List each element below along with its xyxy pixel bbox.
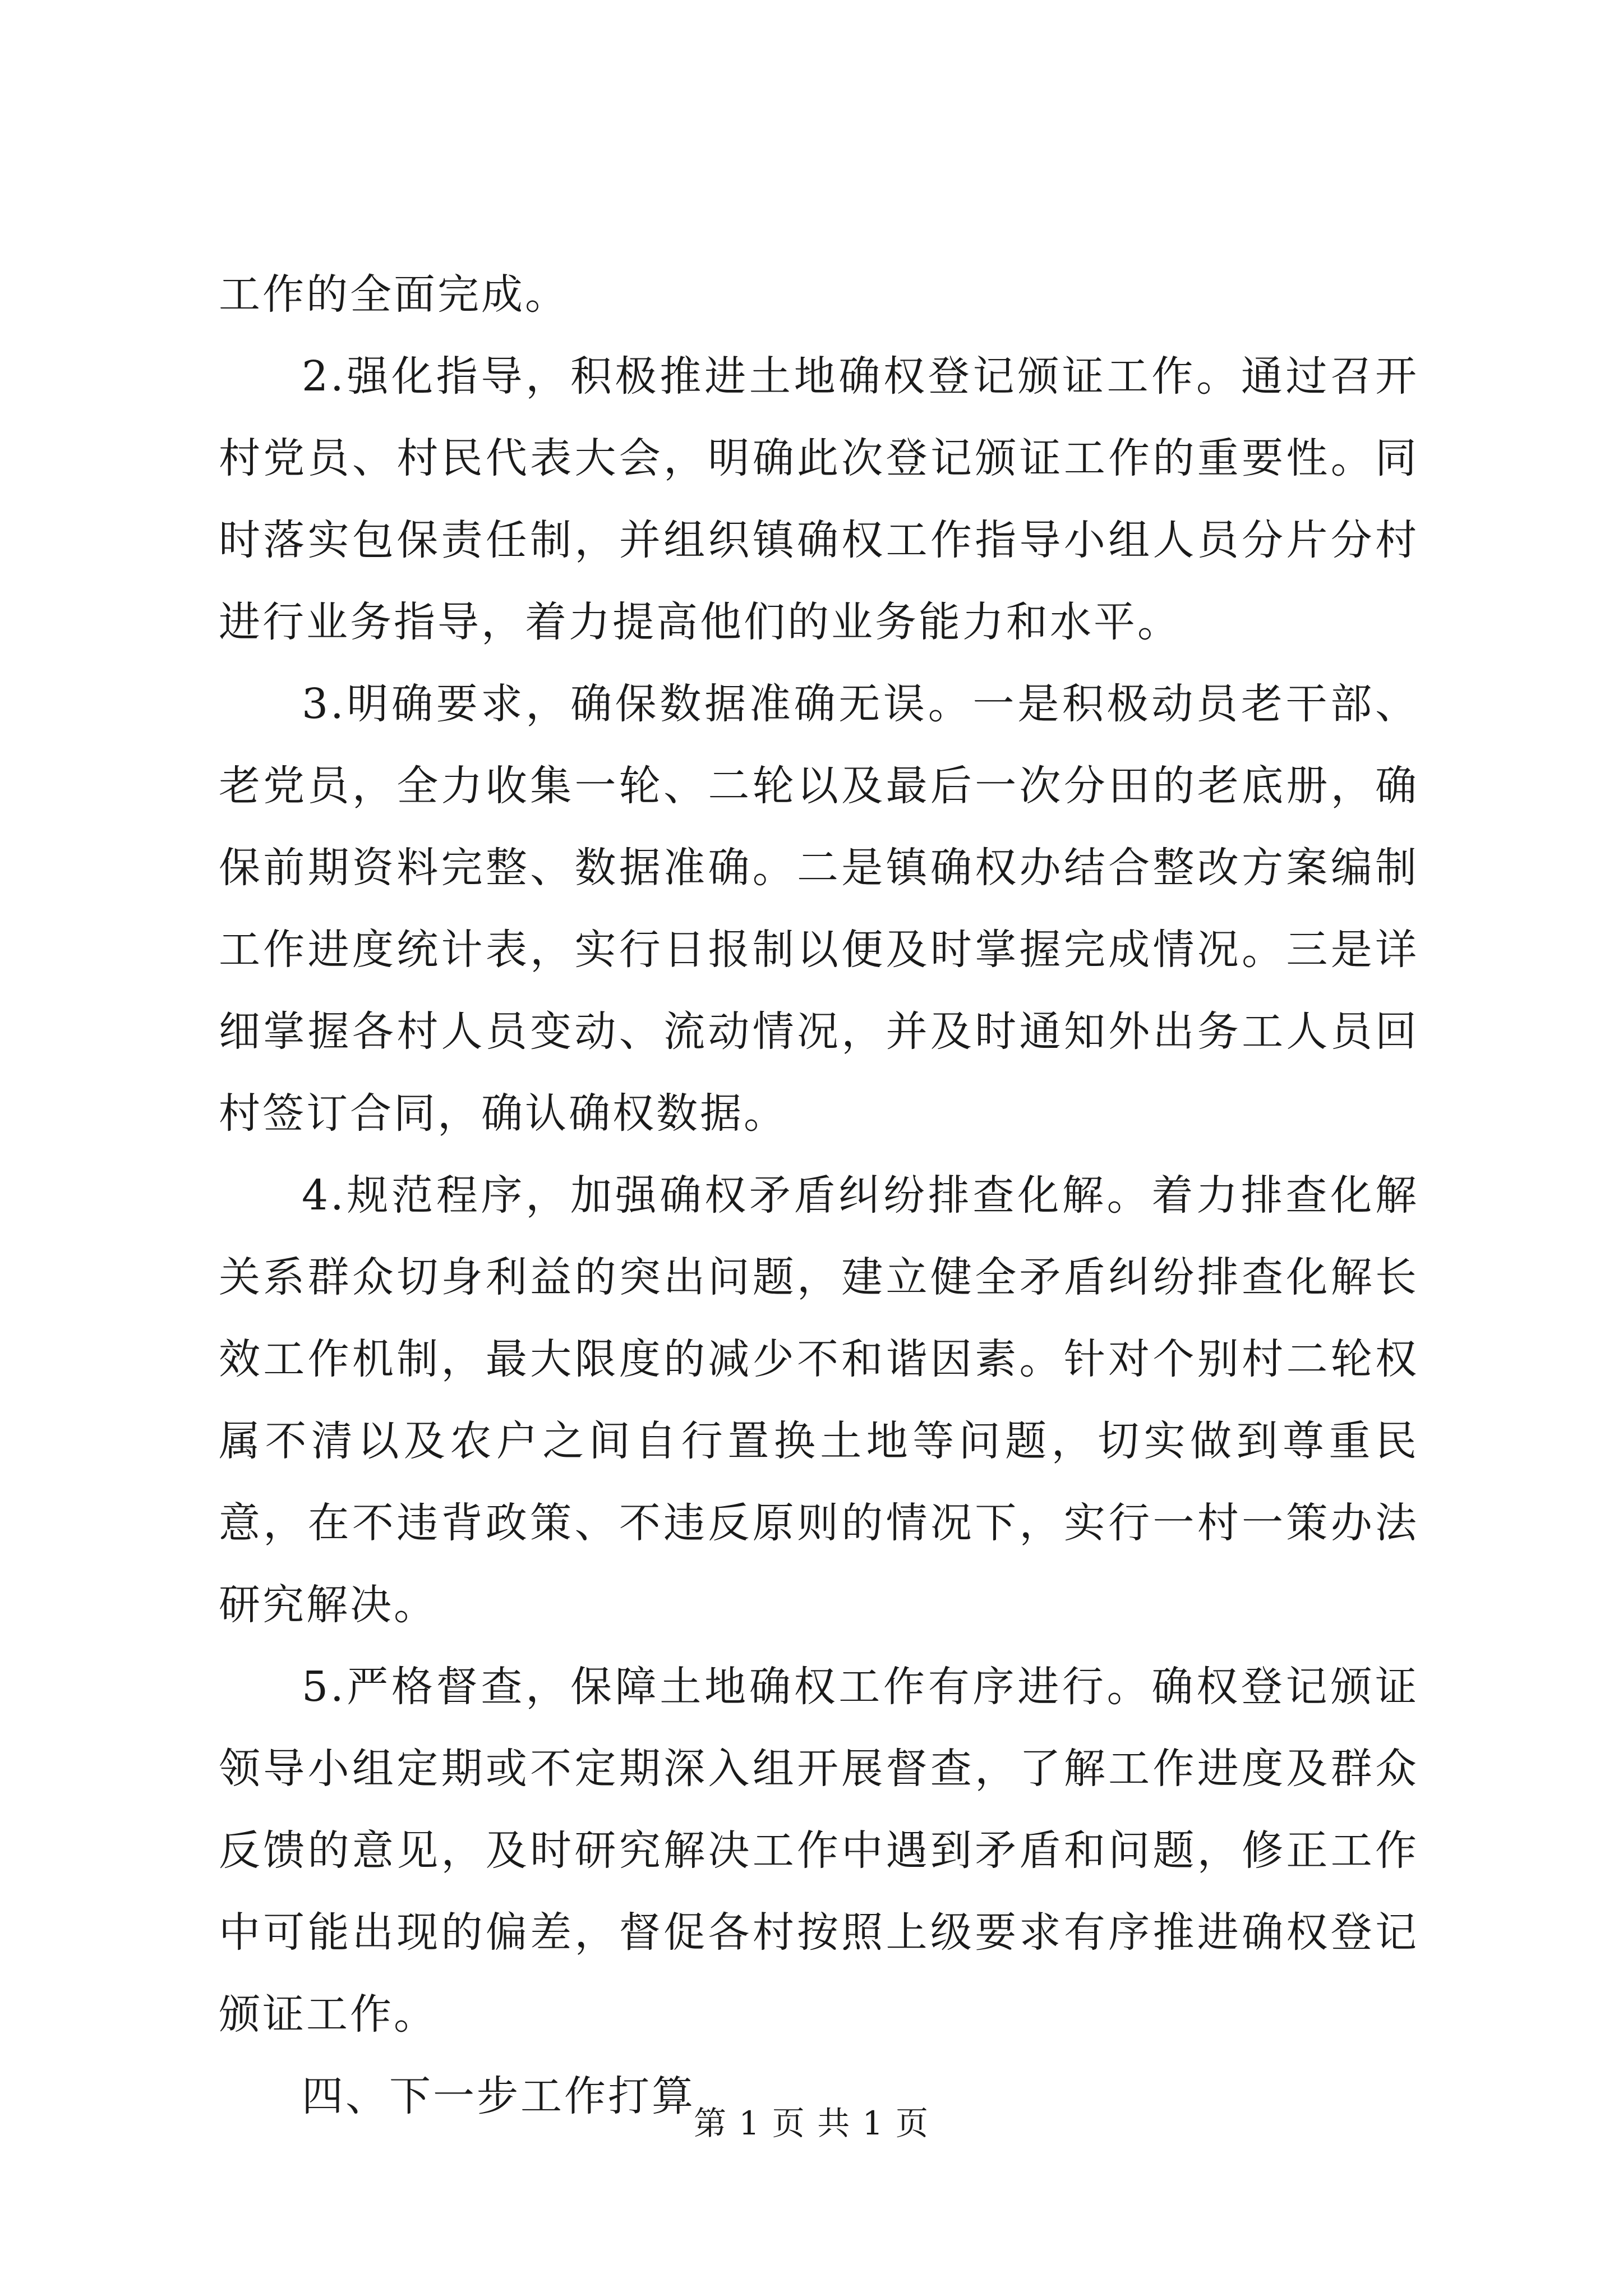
paragraph-item-3: 3.明确要求，确保数据准确无误。一是积极动员老干部、老党员，全力收集一轮、二轮以及最后一次分田的老底册，确保前期资料完整、数据准确。二是镇确权办结合整改方案编制工作进度统计表，实行日报制以便及时掌握完成情况。三是详细掌握各村人员变动、流动情况，并及时通知外出务工人员回村签订合同，确认确权数据。 xyxy=(219,680,1419,1138)
paragraph-item-2: 2.强化指导，积极推进土地确权登记颁证工作。通过召开村党员、村民代表大会，明确此次登记颁证工作的重要性。同时落实包保责任制，并组织镇确权工作指导小组人员分片分村进行业务指导，着力提高他们的业务能力和水平。 xyxy=(219,352,1419,646)
paragraph-item-4: 4.规范程序，加强确权矛盾纠纷排查化解。着力排查化解关系群众切身利益的突出问题，建立健全矛盾纠纷排查化解长效工作机制，最大限度的减少不和谐因素。针对个别村二轮权属不清以及农户之间自行置换土地等问题，切实做到尊重民意，在不违背政策、不违反原则的情况下，实行一村一策办法研究解决。 xyxy=(219,1171,1419,1629)
section-heading-next-steps: 四、下一步工作打算 xyxy=(302,2072,695,2120)
page-number-footer: 第 1 页 共 1 页 xyxy=(694,2104,929,2142)
paragraph-item-5: 5.严格督查，保障土地确权工作有序进行。确权登记颁证领导小组定期或不定期深入组开展督查，了解工作进度及群众反馈的意见，及时研究解决工作中遇到矛盾和问题，修正工作中可能出现的偏差，督促各村按照上级要求有序推进确权登记颁证工作。 xyxy=(219,1663,1419,2039)
paragraph-continuation: 工作的全面完成。 xyxy=(219,270,569,319)
document-body xyxy=(219,254,1419,2137)
